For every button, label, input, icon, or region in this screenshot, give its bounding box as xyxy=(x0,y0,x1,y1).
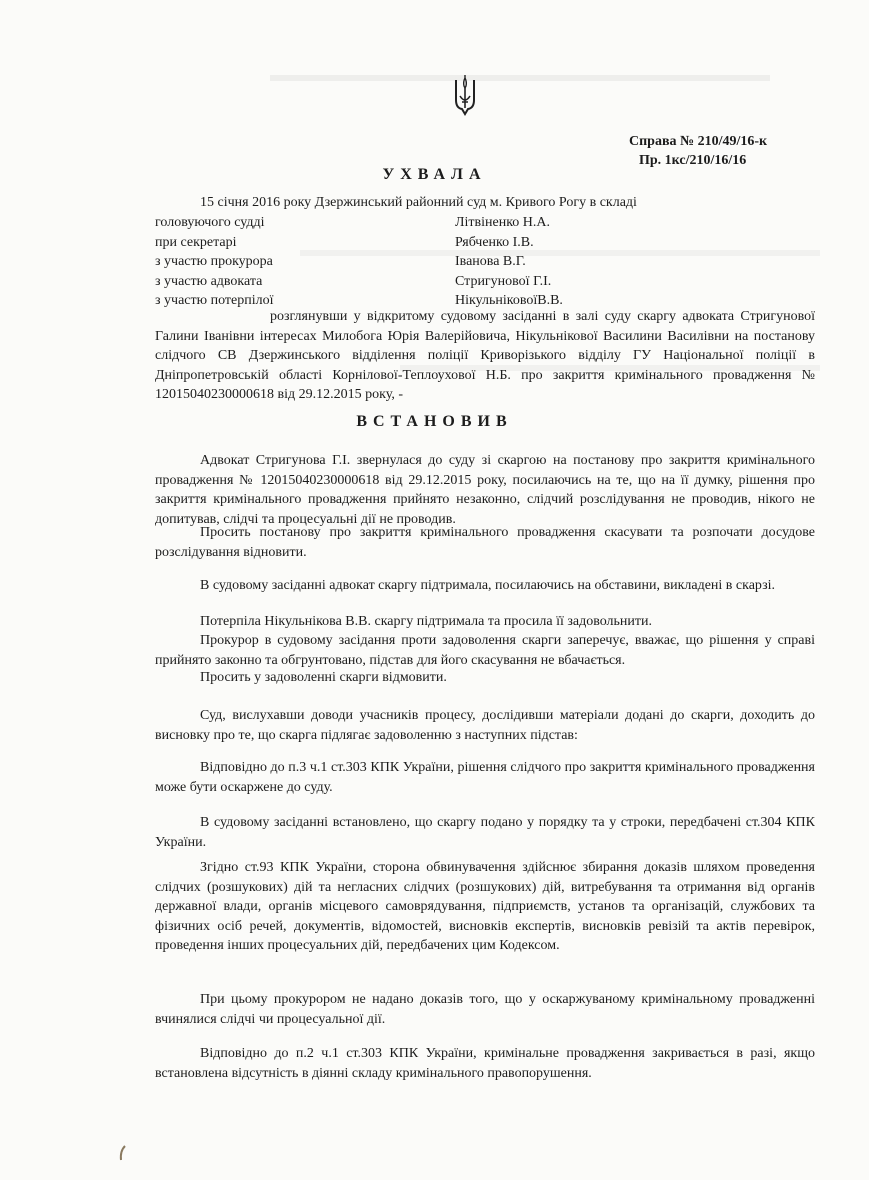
bleed-through-mark xyxy=(270,75,770,81)
proceeding-number: Пр. 1кс/210/16/16 xyxy=(639,153,747,168)
court-intro: 15 січня 2016 року Дзержинський районний суд м. Кривого Рогу в складі xyxy=(200,195,637,210)
coat-of-arms-icon xyxy=(452,74,478,116)
panel-name: Іванова В.Г. xyxy=(455,254,526,270)
ink-mark xyxy=(118,1145,128,1161)
paragraph: В судовому засіданні адвокат скаргу підтримала, посилаючись на обставини, викладені в скарзі. xyxy=(200,578,776,593)
panel-role: головуючого судді xyxy=(155,215,265,230)
panel-row-prosecutor xyxy=(155,252,563,272)
paragraph: Просить у задоволенні скарги відмовити. xyxy=(200,670,447,685)
paragraph: Потерпіла Нікульнікова В.В. скаргу підтримала та просила її задовольнити. xyxy=(200,614,653,629)
paragraph: Відповідно до п.2 ч.1 ст.303 КПК України, кримінальне провадження закривається в разі, якщо встановлена відсутність в діянні складу кримінального правопорушення. xyxy=(155,1046,815,1081)
panel-row-judge xyxy=(155,213,563,233)
established-heading: ВСТАНОВИВ xyxy=(356,413,513,430)
paragraph: При цьому прокурором не надано доказів того, що у оскаржуваному кримінальному провадженні вчинялися слідчі чи процесуальної дії. xyxy=(155,992,815,1027)
panel-row-secretary xyxy=(155,233,563,253)
paragraph: Суд, вислухавши доводи учасників процесу, дослідивши матеріали додані до скарги, доходить до висновку про те, що скарга підлягає задоволенню з наступних підстав: xyxy=(155,708,815,743)
panel-role: з участю адвоката xyxy=(155,273,263,289)
panel-name: Рябченко І.В. xyxy=(455,234,534,250)
panel-row-advocate xyxy=(155,272,563,292)
case-numbers xyxy=(629,132,767,170)
panel-name: Літвіненко Н.А. xyxy=(455,215,551,230)
panel-name: НікульніковоїВ.В. xyxy=(455,293,563,309)
paragraph: Прокурор в судовому засідання проти задоволення скарги заперечує, вважає, що рішення у справі прийнято законно та обгрунтовано, підстав для його скасування не вбачається. xyxy=(155,633,815,668)
paragraph: Просить постанову про закриття кримінального провадження скасувати та розпочати досудове розслідування відновити. xyxy=(155,525,815,560)
panel-role: з участю потерпілої xyxy=(155,293,274,309)
panel-role: з участю прокурора xyxy=(155,254,273,270)
paragraph: Згідно ст.93 КПК України, сторона обвинувачення здійснює збирання доказів шляхом проведення слідчих (розшукових) дій та негласних слідчих (розшукових) дій, витребування та отримання від органів державної влади, органів місцевого самоврядування, підприємств, установ та організацій, службових та фізичних осіб речей, документів, відомостей, висновків експертів, висновків ревізій та актів перевірок, проведення інших процесуальних дій, передбачених цим Кодексом. xyxy=(155,860,815,953)
paragraph: Адвокат Стригунова Г.І. звернулася до суду зі скаргою на постанову про закриття кримінального провадження № 12015040230000618 від 29.12.2015 року, посилаючись на те, що на її думку, рішення про закриття кримінального провадження прийнято незаконно, слідчий розслідування не проводив, нікого не допитував, слідчі та процесуальні дії не проводив. xyxy=(155,453,815,527)
document-title: УХВАЛА xyxy=(382,166,487,183)
case-number: Справа № 210/49/16-к xyxy=(629,134,768,149)
paragraph: Відповідно до п.3 ч.1 ст.303 КПК України, рішення слідчого про закриття кримінального провадження може бути оскаржене до суду. xyxy=(155,760,815,795)
panel-name: Стригунової Г.І. xyxy=(455,273,552,289)
paragraph: В судовому засіданні встановлено, що скаргу подано у порядку та у строки, передбачені ст.304 КПК України. xyxy=(155,815,815,850)
considered-paragraph: розглянувши у відкритому судовому засіданні в залі суду скаргу адвоката Стригунової Галини Іванівни інтересах Милобога Юрія Валерійовича, Нікульнікової Василини Василівни на постанову слідчого СВ Дзержинського відділення поліції Криворізького відділу ГУ Національної поліції в Дніпропетровській області Корнілової-Теплоухової Н.Б. про закриття кримінального провадження № 12015040230000618 від 29.12.2015 року, - xyxy=(155,309,815,402)
panel-role: при секретарі xyxy=(155,234,237,250)
court-panel xyxy=(155,213,563,311)
